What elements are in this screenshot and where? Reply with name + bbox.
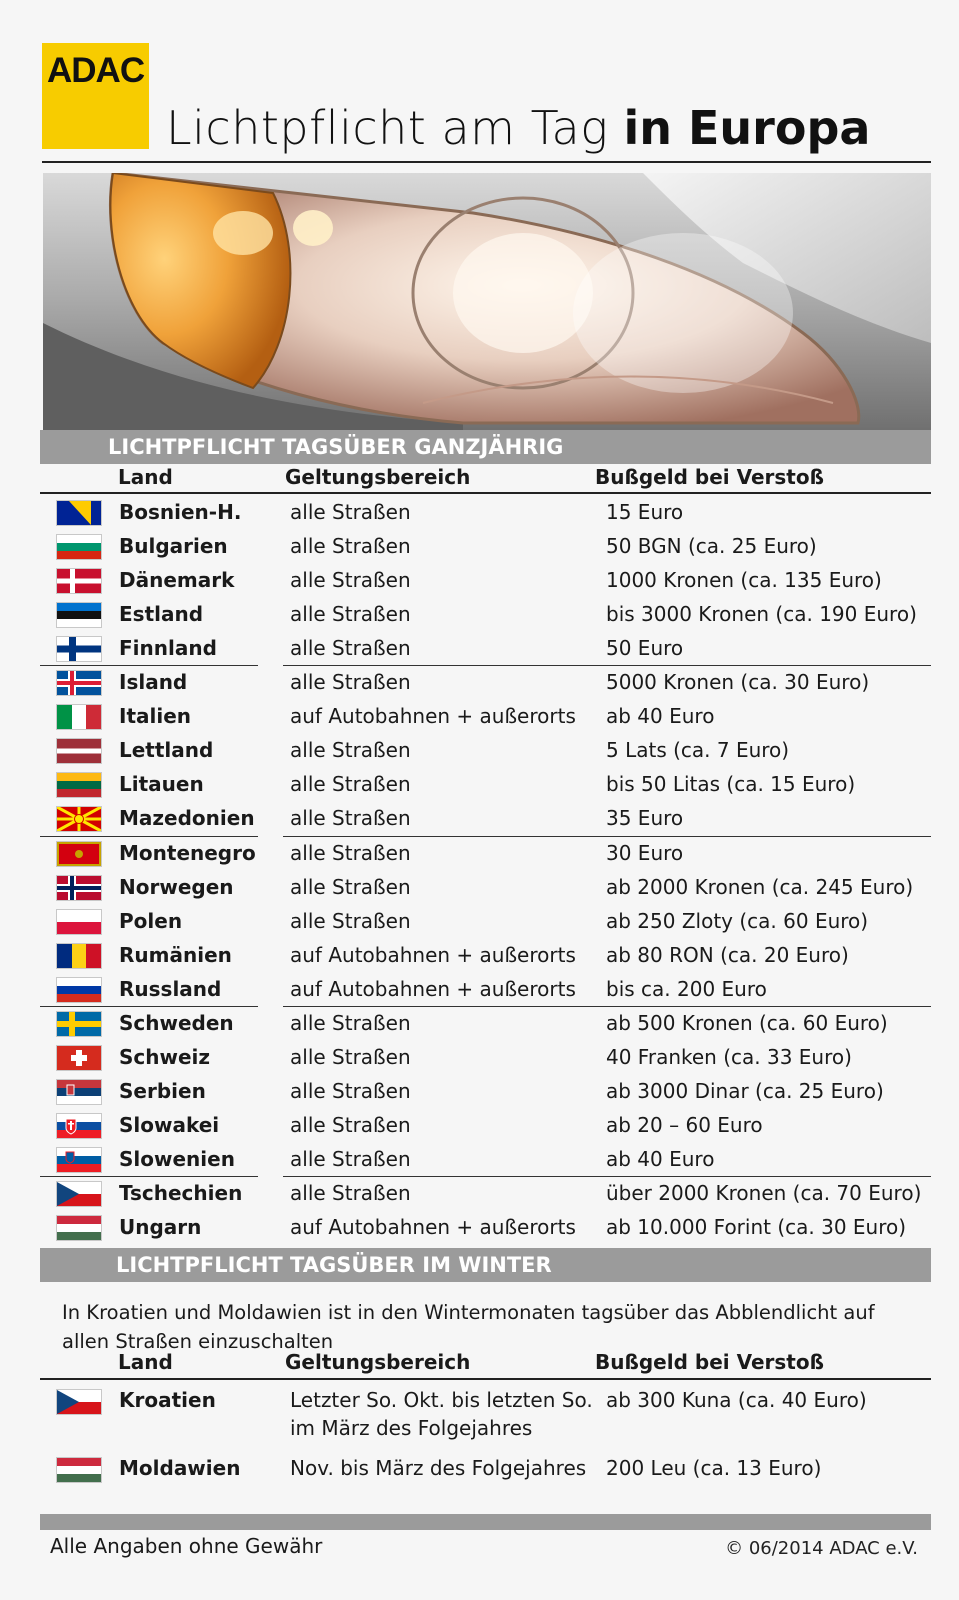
winter-country: Kroatien bbox=[119, 1388, 216, 1412]
header-divider bbox=[40, 492, 931, 494]
fine-cell: 40 Franken (ca. 33 Euro) bbox=[606, 1044, 852, 1069]
fine-cell: ab 40 Euro bbox=[606, 1146, 715, 1171]
table-row bbox=[40, 904, 931, 938]
country-name: Slowenien bbox=[119, 1146, 235, 1171]
montenegro-flag-icon bbox=[57, 842, 101, 866]
table-row bbox=[40, 1142, 931, 1176]
winter-scope: Nov. bis März des Folgejahres bbox=[290, 1456, 587, 1480]
fine-cell: ab 10.000 Forint (ca. 30 Euro) bbox=[606, 1215, 907, 1240]
winter-column-fine: Bußgeld bei Verstoß bbox=[595, 1350, 824, 1374]
serbia-flag-icon bbox=[57, 1080, 101, 1104]
fine-cell: 1000 Kronen (ca. 135 Euro) bbox=[606, 568, 882, 593]
country-name: Island bbox=[119, 670, 188, 695]
scope-cell: alle Straßen bbox=[290, 738, 411, 763]
fine-cell: 35 Euro bbox=[606, 806, 684, 831]
fine-cell: bis ca. 200 Euro bbox=[606, 976, 767, 1001]
table-row bbox=[40, 1176, 931, 1210]
fine-cell: bis 50 Litas (ca. 15 Euro) bbox=[606, 772, 856, 797]
slovenia-flag-icon bbox=[57, 1148, 101, 1172]
fine-cell: ab 40 Euro bbox=[606, 704, 715, 729]
table-row bbox=[40, 733, 931, 767]
winter-row-moldova bbox=[40, 1452, 931, 1486]
adac-logo bbox=[42, 43, 149, 149]
slovakia-flag-icon bbox=[57, 1114, 101, 1138]
winter-fine: ab 300 Kuna (ca. 40 Euro) bbox=[606, 1388, 867, 1412]
norway-flag-icon bbox=[57, 876, 101, 900]
table-row bbox=[40, 1210, 931, 1244]
scope-cell: auf Autobahnen + außerorts bbox=[290, 1215, 576, 1240]
bottom-bar bbox=[40, 1514, 931, 1530]
scope-cell: alle Straßen bbox=[290, 500, 411, 524]
scope-cell: alle Straßen bbox=[290, 772, 411, 797]
section-winter-bar bbox=[40, 1248, 931, 1282]
fine-cell: über 2000 Kronen (ca. 70 Euro) bbox=[606, 1181, 922, 1205]
country-name: Polen bbox=[119, 908, 183, 933]
table-row bbox=[40, 597, 931, 631]
scope-cell: alle Straßen bbox=[290, 534, 411, 559]
table-row bbox=[40, 1040, 931, 1074]
hungary-flag-icon bbox=[57, 1216, 101, 1240]
poland-flag-icon bbox=[57, 910, 101, 934]
winter-note: In Kroatien und Moldawien ist in den Wintermonaten tagsüber das Abblendlicht auf allen Straßen einzuschalten bbox=[62, 1301, 875, 1353]
fine-cell: ab 250 Zloty (ca. 60 Euro) bbox=[606, 908, 869, 933]
scope-cell: alle Straßen bbox=[290, 1146, 411, 1171]
column-scope: Geltungsbereich bbox=[285, 465, 471, 489]
title-bold: in Europa bbox=[623, 101, 871, 155]
country-name: Montenegro bbox=[119, 840, 256, 865]
winter-table-header bbox=[40, 1348, 931, 1376]
country-name: Russland bbox=[119, 976, 222, 1001]
table-row bbox=[40, 529, 931, 563]
latvia-flag-icon bbox=[57, 739, 101, 763]
iceland-flag-icon bbox=[57, 671, 101, 695]
scope-cell: alle Straßen bbox=[290, 602, 411, 627]
winter-column-scope: Geltungsbereich bbox=[285, 1350, 471, 1374]
table-row bbox=[40, 836, 931, 870]
country-name: Schweden bbox=[119, 1010, 234, 1035]
fine-cell: 30 Euro bbox=[606, 840, 684, 865]
sweden-flag-icon bbox=[57, 1012, 101, 1036]
finland-flag-icon bbox=[57, 637, 101, 661]
scope-cell: alle Straßen bbox=[290, 1112, 411, 1137]
table-row bbox=[40, 699, 931, 733]
fine-cell: ab 500 Kronen (ca. 60 Euro) bbox=[606, 1010, 888, 1035]
country-name: Bosnien-H. bbox=[119, 500, 242, 524]
column-fine: Bußgeld bei Verstoß bbox=[595, 465, 824, 489]
winter-country: Moldawien bbox=[119, 1456, 241, 1480]
copyright: © 06/2014 ADAC e.V. bbox=[725, 1538, 918, 1559]
table-row bbox=[40, 801, 931, 835]
scope-cell: alle Straßen bbox=[290, 670, 411, 695]
scope-cell: alle Straßen bbox=[290, 636, 411, 661]
scope-cell: auf Autobahnen + außerorts bbox=[290, 976, 576, 1001]
country-name: Norwegen bbox=[119, 874, 234, 899]
country-name: Estland bbox=[119, 602, 204, 627]
winter-scope: Letzter So. Okt. bis letzten So. im März des Folgejahres bbox=[290, 1388, 593, 1440]
denmark-flag-icon bbox=[57, 569, 101, 593]
croatia-flag-icon bbox=[57, 1390, 101, 1414]
winter-row-croatia bbox=[40, 1384, 931, 1444]
macedonia-flag-icon bbox=[57, 807, 101, 831]
country-name: Slowakei bbox=[119, 1112, 220, 1137]
section-winter-title: LICHTPFLICHT TAGSÜBER IM WINTER bbox=[116, 1253, 552, 1277]
bosnia-flag-icon bbox=[57, 501, 101, 525]
bulgaria-flag-icon bbox=[57, 535, 101, 559]
fine-cell: 50 BGN (ca. 25 Euro) bbox=[606, 534, 817, 559]
table-row bbox=[40, 972, 931, 1006]
table-row bbox=[40, 938, 931, 972]
country-name: Schweiz bbox=[119, 1044, 211, 1069]
fine-cell: 50 Euro bbox=[606, 636, 684, 661]
title-light: Lichtpflicht am Tag bbox=[166, 101, 624, 155]
czech-flag-icon bbox=[57, 1182, 101, 1206]
fine-cell: ab 3000 Dinar (ca. 25 Euro) bbox=[606, 1078, 884, 1103]
column-land: Land bbox=[118, 465, 173, 489]
table-row bbox=[40, 631, 931, 665]
title-divider bbox=[42, 161, 931, 163]
fine-cell: ab 80 RON (ca. 20 Euro) bbox=[606, 942, 849, 967]
country-name: Mazedonien bbox=[119, 806, 255, 831]
table-row bbox=[40, 1074, 931, 1108]
table-row bbox=[40, 870, 931, 904]
table-row bbox=[40, 1108, 931, 1142]
country-name: Bulgarien bbox=[119, 534, 228, 559]
scope-cell: alle Straßen bbox=[290, 874, 411, 899]
section-all-year-bar bbox=[40, 430, 931, 464]
winter-fine: 200 Leu (ca. 13 Euro) bbox=[606, 1456, 822, 1480]
fine-cell: 5000 Kronen (ca. 30 Euro) bbox=[606, 670, 870, 695]
scope-cell: auf Autobahnen + außerorts bbox=[290, 942, 576, 967]
section-all-year-title: LICHTPFLICHT TAGSÜBER GANZJÄHRIG bbox=[108, 435, 564, 459]
country-name: Tschechien bbox=[119, 1181, 243, 1205]
scope-cell: alle Straßen bbox=[290, 908, 411, 933]
lithuania-flag-icon bbox=[57, 773, 101, 797]
table-row bbox=[40, 495, 931, 529]
scope-cell: alle Straßen bbox=[290, 1181, 411, 1205]
italy-flag-icon bbox=[57, 705, 101, 729]
country-name: Rumänien bbox=[119, 942, 232, 967]
headlight-photo bbox=[43, 173, 931, 430]
fine-cell: ab 20 – 60 Euro bbox=[606, 1112, 763, 1137]
scope-cell: alle Straßen bbox=[290, 1010, 411, 1035]
country-name: Italien bbox=[119, 704, 192, 729]
russia-flag-icon bbox=[57, 978, 101, 1002]
fine-cell: 15 Euro bbox=[606, 500, 684, 524]
romania-flag-icon bbox=[57, 944, 101, 968]
table-header bbox=[40, 463, 931, 491]
disclaimer: Alle Angaben ohne Gewähr bbox=[50, 1534, 323, 1558]
country-name: Serbien bbox=[119, 1078, 206, 1103]
scope-cell: alle Straßen bbox=[290, 806, 411, 831]
estonia-flag-icon bbox=[57, 603, 101, 627]
switzerland-flag-icon bbox=[57, 1046, 101, 1070]
country-name: Ungarn bbox=[119, 1215, 202, 1240]
scope-cell: alle Straßen bbox=[290, 1044, 411, 1069]
moldova-flag-icon bbox=[57, 1458, 101, 1482]
table-row bbox=[40, 563, 931, 597]
winter-header-divider bbox=[40, 1378, 931, 1380]
country-name: Litauen bbox=[119, 772, 204, 797]
fine-cell: 5 Lats (ca. 7 Euro) bbox=[606, 738, 790, 763]
fine-cell: ab 2000 Kronen (ca. 245 Euro) bbox=[606, 874, 914, 899]
page-title bbox=[166, 100, 870, 156]
logo-text: ADAC bbox=[47, 51, 145, 90]
scope-cell: alle Straßen bbox=[290, 1078, 411, 1103]
country-name: Lettland bbox=[119, 738, 214, 763]
table-row bbox=[40, 1006, 931, 1040]
country-name: Finnland bbox=[119, 636, 217, 661]
scope-cell: alle Straßen bbox=[290, 568, 411, 593]
country-name: Dänemark bbox=[119, 568, 235, 593]
table-row bbox=[40, 767, 931, 801]
scope-cell: auf Autobahnen + außerorts bbox=[290, 704, 576, 729]
fine-cell: bis 3000 Kronen (ca. 190 Euro) bbox=[606, 602, 917, 627]
scope-cell: alle Straßen bbox=[290, 840, 411, 865]
winter-column-land: Land bbox=[118, 1350, 173, 1374]
table-row bbox=[40, 665, 931, 699]
